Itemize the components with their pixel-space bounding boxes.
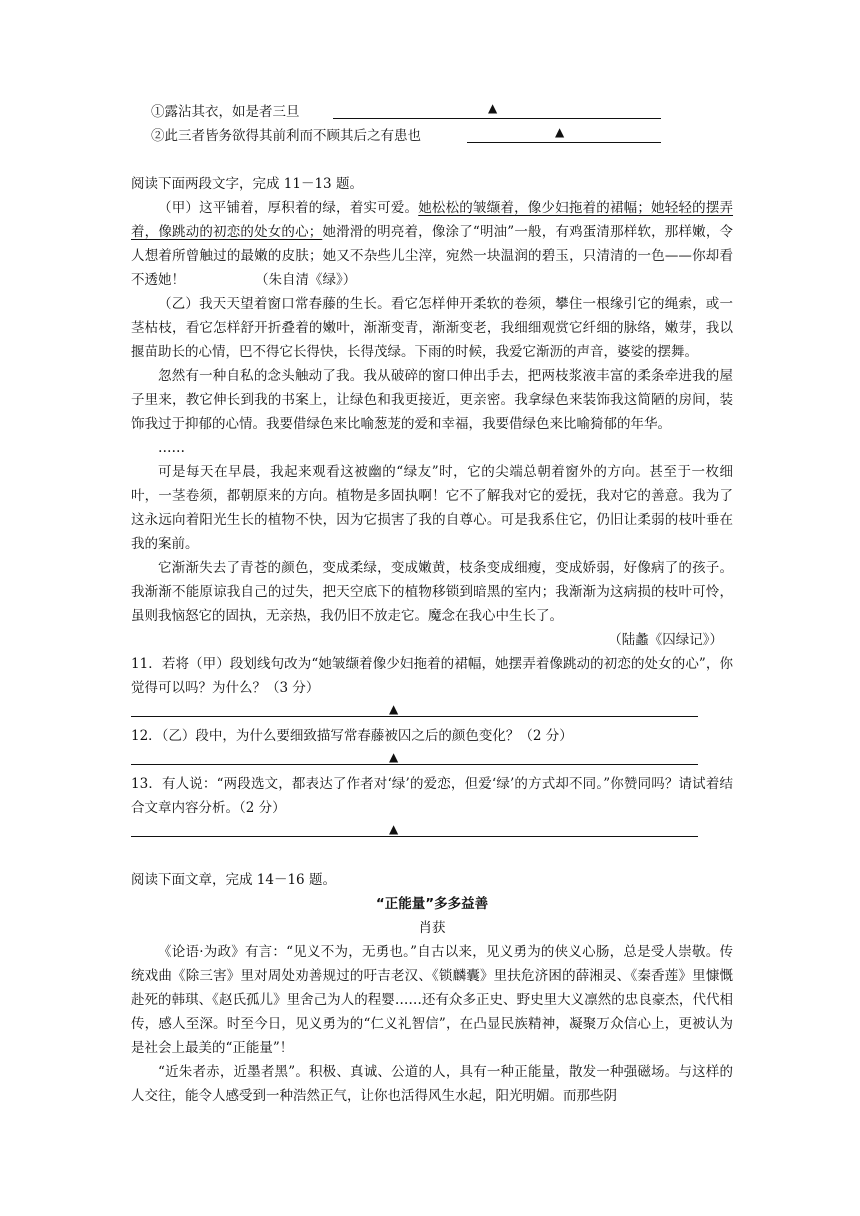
passage-yi-3: 可是每天在早晨，我起来观看这被幽的“绿友”时，它的尖端总朝着窗外的方向。甚至于一枚细叶，一茎卷须，都朝原来的方向。植物是多固执啊！它不了解我对它的爱抚，我对它的善意。我为了这永远向着阳光生长的植物不快，因为它损害了我的自尊心。可是我系住它，仍旧让柔弱的枝叶垂在我的案前。 xyxy=(131,464,733,552)
question-line-2-text: ②此三者皆务欲得其前利而不顾其后之有患也 xyxy=(151,128,421,144)
exam-page xyxy=(131,100,733,1108)
question-line-2 xyxy=(131,124,733,148)
section2-instruction: 阅读下面文章，完成 14－16 题。 xyxy=(131,872,336,888)
jia-source: （朱自清《绿》） xyxy=(255,272,357,288)
triangle-marker: ▲ xyxy=(555,125,565,139)
triangle-marker: ▲ xyxy=(389,750,399,764)
jia-post: 她滑滑的明亮着，像涂了“明油”一般，有鸡蛋清那样软，那样嫩，令人想着所曾触过的最嫩的皮肤；她又不杂些儿尘滓，宛然一块温润的碧玉，只清清的一色——你却看不透她！ xyxy=(131,224,733,288)
triangle-marker: ▲ xyxy=(389,822,399,836)
question-13: 13．有人说：“两段选文，都表达了作者对‘绿’的爱恋，但爱‘绿’的方式却不同。”你赞同吗？请试着结合文章内容分析。（2 分） xyxy=(131,776,733,816)
passage-yi-4: 它渐渐失去了青苍的颜色，变成柔绿，变成嫩黄，枝条变成细瘦，变成娇弱，好像病了的孩子。我渐渐不能原谅我自己的过失，把天空底下的植物移锁到暗黑的室内；我渐渐为这病损的枝叶可怜，虽则我恼怒它的固执，无亲热，我仍旧不放走它。魔念在我心中生长了。 xyxy=(131,560,733,624)
question-line-1-text: ①露沾其衣，如是者三旦 xyxy=(151,104,300,120)
passage-yi-1: （乙）我天天望着窗口常春藤的生长。看它怎样伸开柔软的卷须，攀住一根缘引它的绳索，或一茎枯枝，看它怎样舒开折叠着的嫩叶，渐渐变青，渐渐变老，我细细观赏它纤细的脉络，嫩芽，我以揠苗助长的心情，巴不得它长得快，长得茂绿。下雨的时候，我爱它渐沥的声音，婆娑的摆舞。 xyxy=(131,296,733,360)
yi-source: （陆蠡《囚绿记》） xyxy=(608,632,723,648)
passage-ellipsis: …… xyxy=(158,440,185,456)
article-paragraph-2: “近朱者赤，近墨者黑”。积极、真诚、公道的人，具有一种正能量，散发一种强磁场。与这样的人交往，能令人感受到一种浩然正气，让你也活得风生水起，阳光明媚。而那些阴 xyxy=(131,1064,733,1104)
jia-underlined: 她松松的皱缬着，像少妇拖着的裙幅；她轻轻的摆弄着，像跳动的初恋的处女的心； xyxy=(131,200,734,240)
section1-instruction: 阅读下面两段文字，完成 11－13 题。 xyxy=(131,176,363,192)
passage-yi-2: 忽然有一种自私的念头触动了我。我从破碎的窗口伸出手去，把两枝浆液丰富的柔条牵进我的屋子里来，教它伸长到我的书案上，让绿色和我更接近，更亲密。我拿绿色来装饰我这简陋的房间，装饰我过于抑郁的心情。我要借绿色来比喻葱茏的爱和幸福，我要借绿色来比喻猗郁的年华。 xyxy=(131,368,733,432)
question-12: 12．（乙）段中，为什么要细致描写常春藤被囚之后的颜色变化？（2 分） xyxy=(131,728,573,744)
question-11: 11．若将（甲）段划线句改为“她皱缬着像少妇拖着的裙幅，她摆弄着像跳动的初恋的处女的心”，你觉得可以吗？为什么？（3 分） xyxy=(131,656,733,696)
triangle-marker: ▲ xyxy=(488,101,498,115)
article-title: “正能量”多多益善 xyxy=(375,896,489,912)
passage-jia xyxy=(131,196,733,292)
answer-blank-1[interactable] xyxy=(333,103,661,119)
answer-line-12[interactable] xyxy=(131,748,733,772)
article-paragraph-1: 《论语·为政》有言：“见义不为，无勇也。”自古以来，见义勇为的侠义心肠，总是受人崇敬。传统戏曲《除三害》里对周处劝善规过的吁吉老汉、《锁麟囊》里扶危济困的薛湘灵、《秦香莲》里慷慨赴死的韩琪、《赵氏孤儿》里舍己为人的程婴……还有众多正史、野史里大义凛然的忠良豪杰，代代相传，感人至深。时至今日，见义勇为的“仁义礼智信”，在凸显民族精神，凝聚万众信心上，更被认为是社会上最美的“正能量”！ xyxy=(131,944,733,1056)
triangle-marker: ▲ xyxy=(389,702,399,716)
answer-line-11[interactable] xyxy=(131,700,733,724)
answer-line-13[interactable] xyxy=(131,820,733,844)
answer-blank-2[interactable] xyxy=(467,127,661,143)
article-author: 肖获 xyxy=(418,920,446,936)
question-line-1 xyxy=(131,100,733,124)
jia-pre: （甲）这平铺着，厚积着的绿，着实可爱。 xyxy=(158,200,419,216)
